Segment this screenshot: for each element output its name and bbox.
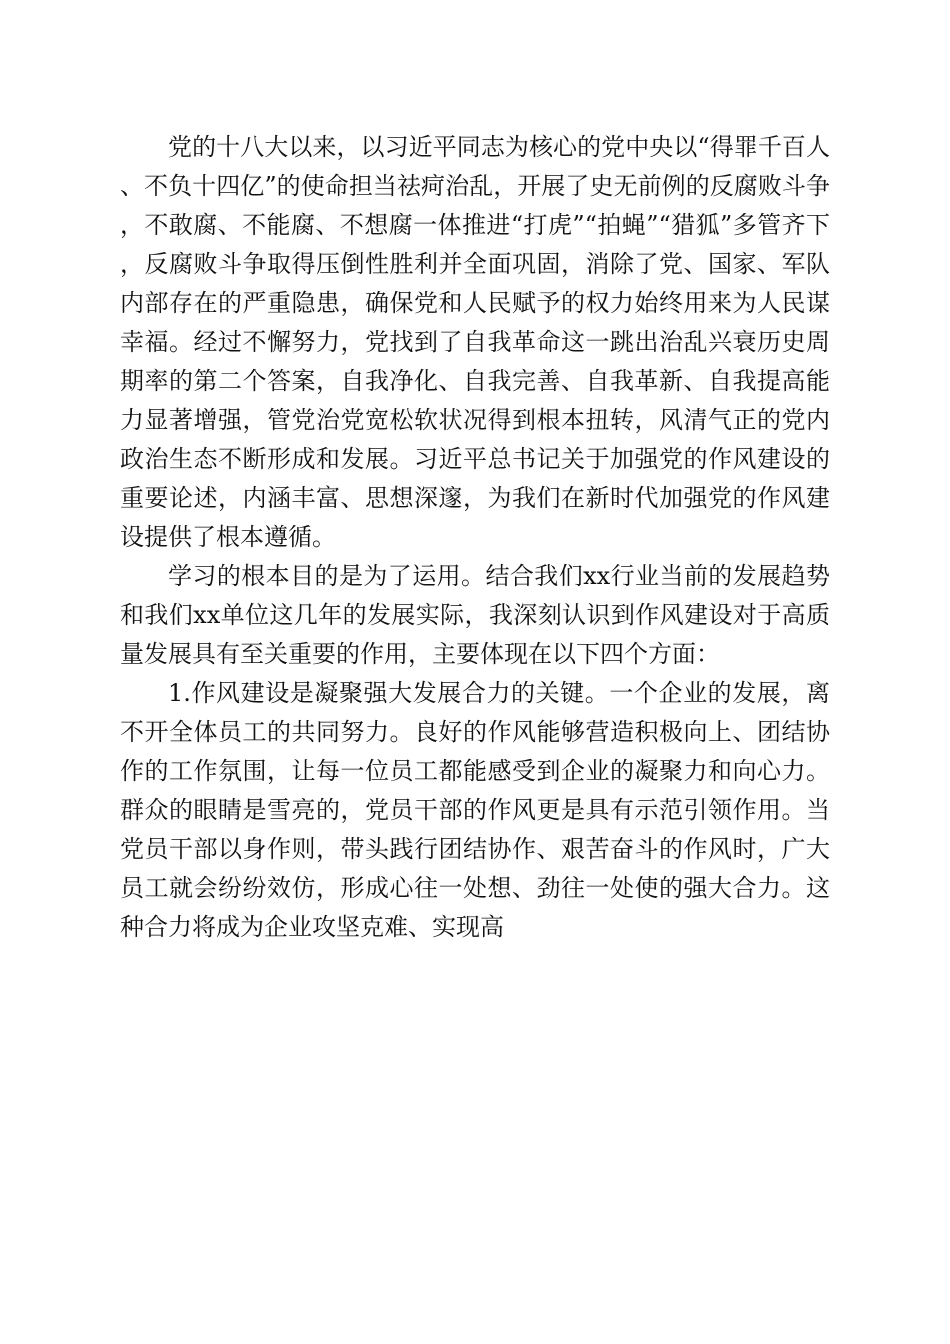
paragraph-3: 1.作风建设是凝聚强大发展合力的关键。一个企业的发展，离不开全体员工的共同努力。良好的作风能够营造积极向上、团结协作的工作氛围，让每一位员工都能感受到企业的凝聚力和向心力。群众的眼睛是雪亮的，党员干部的作风更是具有示范引领作用。当党员干部以身作则，带头践行团结协作、艰苦奋斗的作风时，广大员工就会纷纷效仿，形成心往一处想、劲往一处使的强大合力。这种合力将成为企业攻坚克难、实现高 bbox=[120, 679, 830, 941]
document-body bbox=[120, 128, 830, 947]
paragraph-1: 党的十八大以来，以习近平同志为核心的党中央以“得罪千百人、不负十四亿”的使命担当祛疴治乱，开展了史无前例的反腐败斗争，不敢腐、不能腐、不想腐一体推进“打虎”“拍蝇”“猎狐”多管齐下，反腐败斗争取得压倒性胜利并全面巩固，消除了党、国家、军队内部存在的严重隐患，确保党和人民赋予的权力始终用来为人民谋幸福。经过不懈努力，党找到了自我革命这一跳出治乱兴衰历史周期率的第二个答案，自我净化、自我完善、自我革新、自我提高能力显著增强，管党治党宽松软状况得到根本扭转，风清气正的党内政治生态不断形成和发展。习近平总书记关于加强党的作风建设的重要论述，内涵丰富、思想深邃，为我们在新时代加强党的作风建设提供了根本遵循。 bbox=[120, 133, 830, 551]
paragraph-2: 学习的根本目的是为了运用。结合我们xx行业当前的发展趋势和我们xx单位这几年的发展实际，我深刻认识到作风建设对于高质量发展具有至关重要的作用，主要体现在以下四个方面： bbox=[120, 562, 830, 668]
